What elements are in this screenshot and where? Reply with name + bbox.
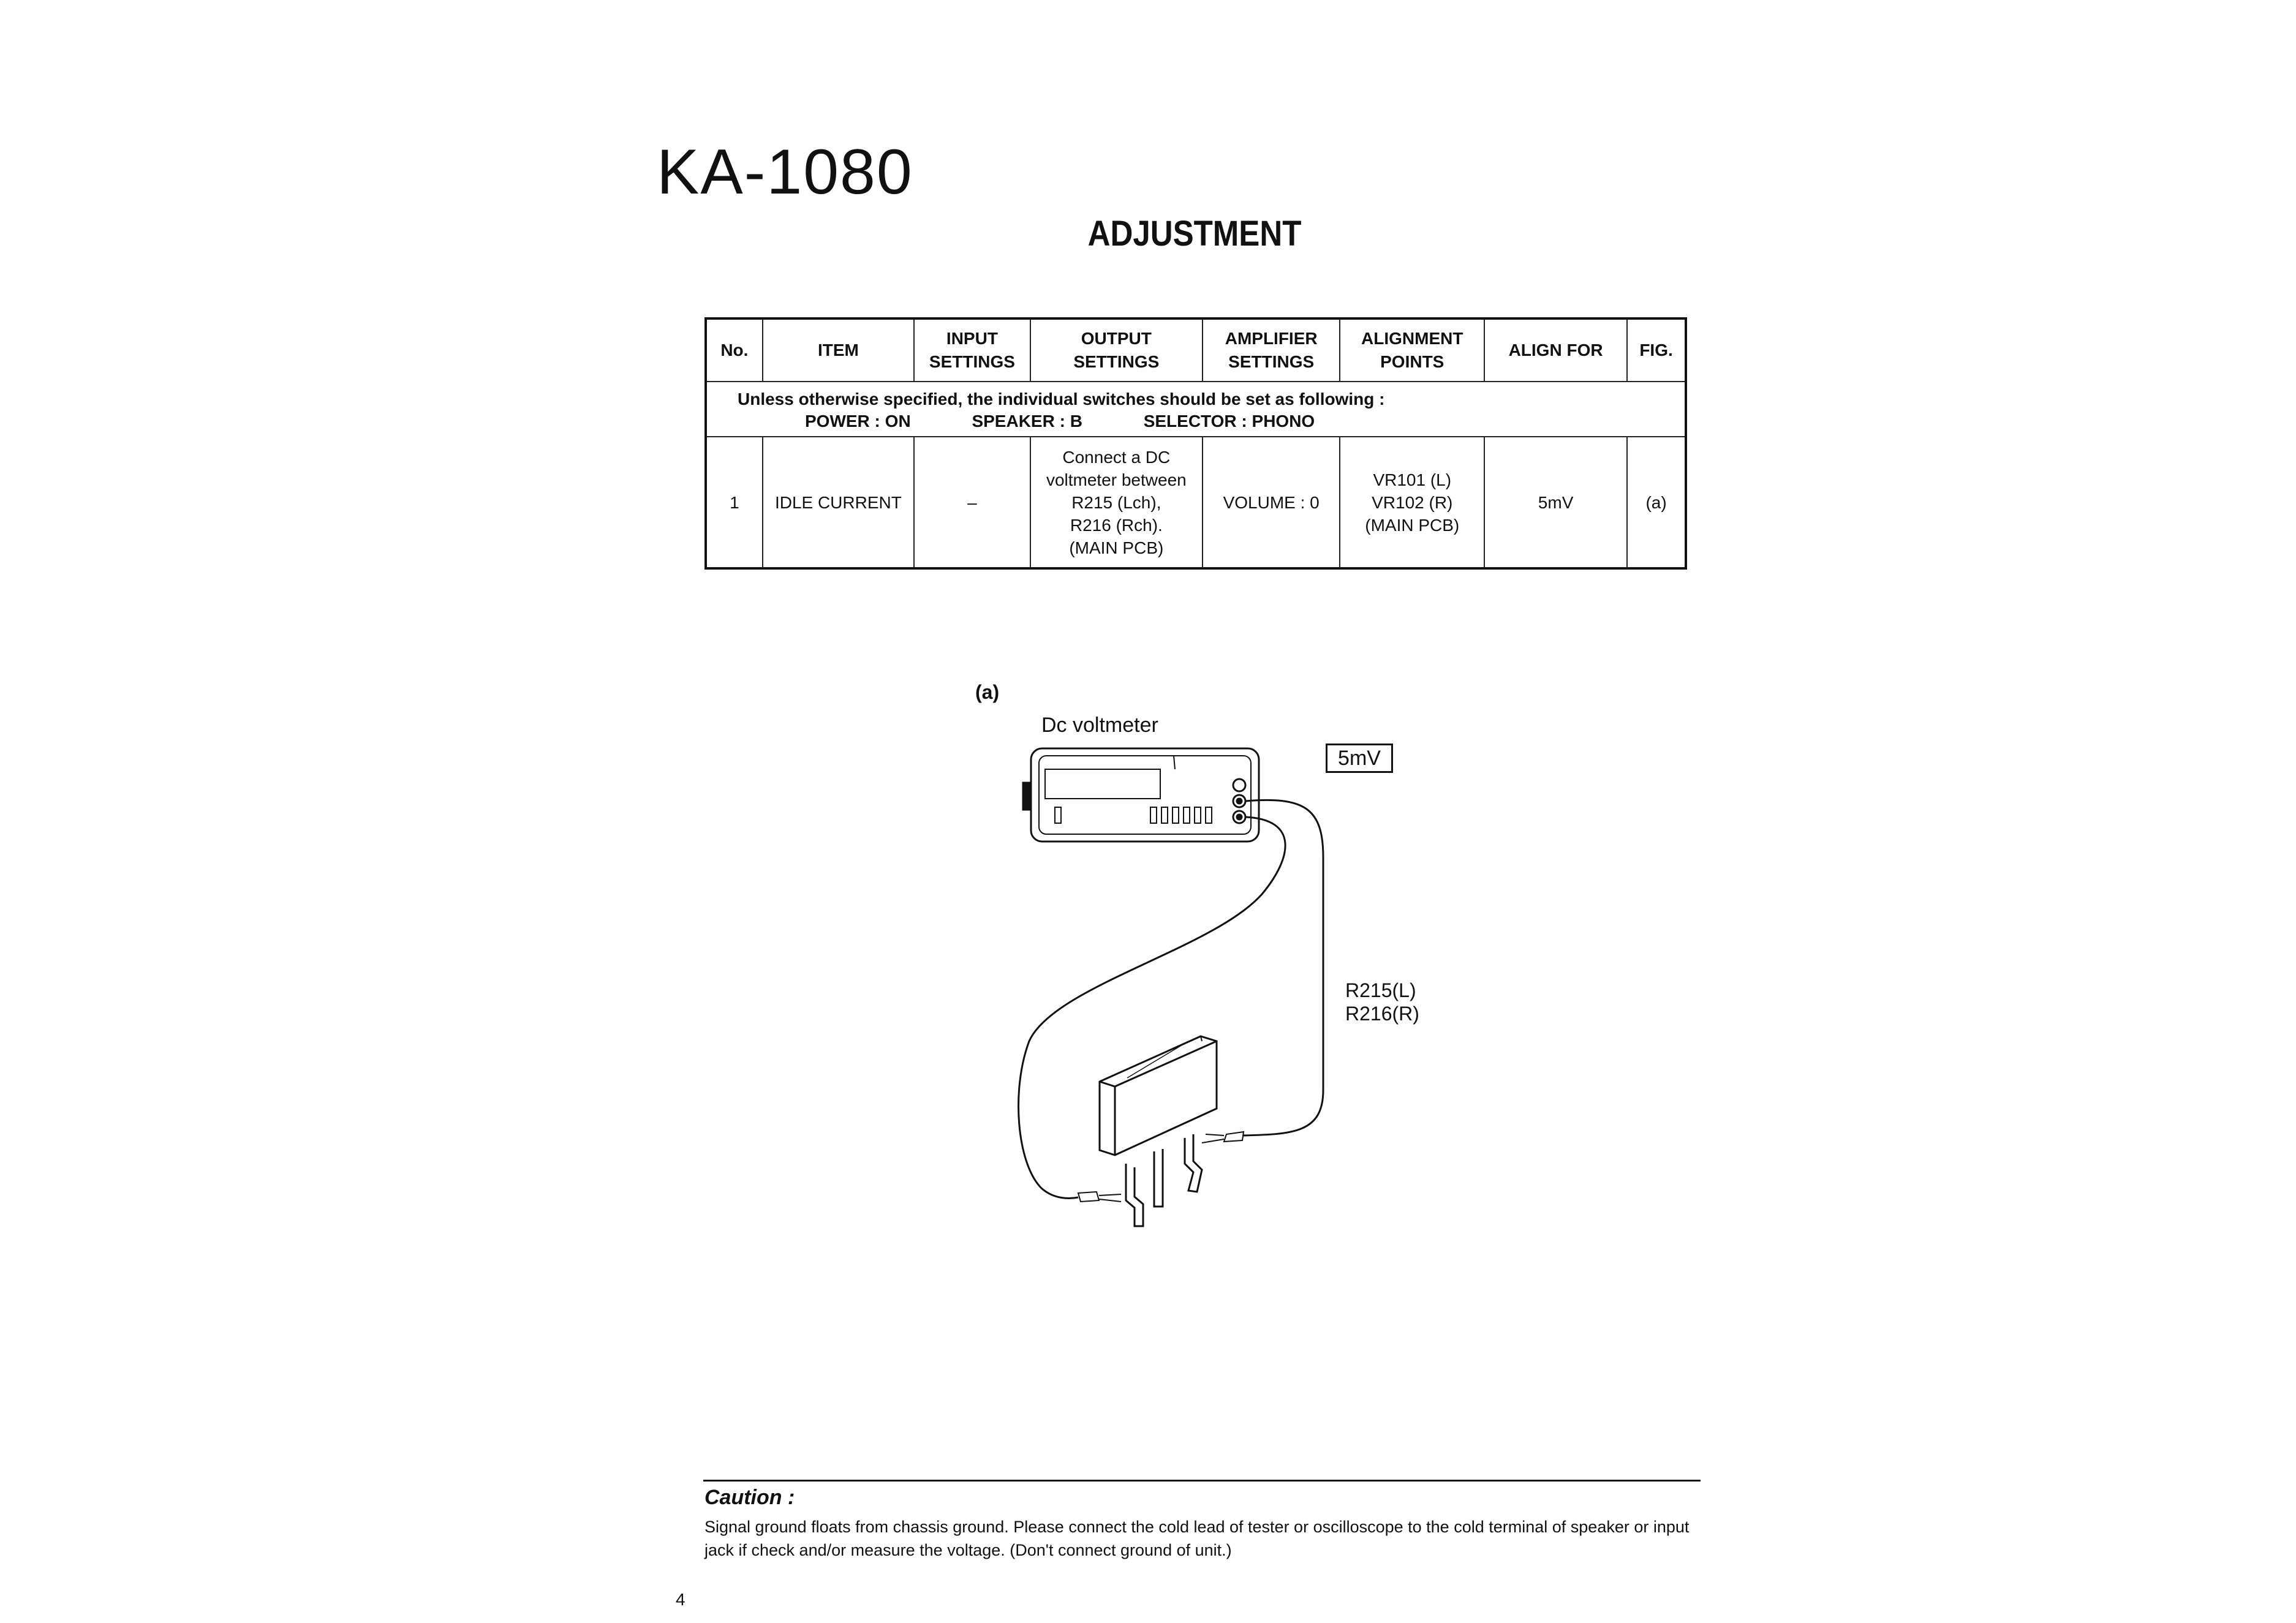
lead-wire-1 <box>1019 817 1286 1198</box>
header-fig: FIG. <box>1627 318 1686 382</box>
divider-line <box>703 1480 1701 1482</box>
terminal-middle <box>1154 1149 1163 1207</box>
note-line: Unless otherwise specified, the individual switches should be set as following : <box>738 390 1385 409</box>
terminal-left <box>1126 1164 1143 1226</box>
header-alignment-points: ALIGNMENT POINTS <box>1340 318 1484 382</box>
page-number: 4 <box>676 1590 685 1609</box>
cell-align-for: 5mV <box>1484 437 1627 568</box>
note-selector: SELECTOR : PHONO <box>1143 412 1315 431</box>
resistor-labels: R215(L) R216(R) <box>1345 979 1419 1025</box>
header-input-settings: INPUT SETTINGS <box>914 318 1030 382</box>
caution-title: Caution : <box>704 1486 795 1509</box>
cell-input: – <box>914 437 1030 568</box>
model-title: KA-1080 <box>657 137 913 208</box>
voltmeter-icon <box>1023 748 1259 842</box>
section-heading: ADJUSTMENT <box>1087 214 1302 254</box>
caution-text: Signal ground floats from chassis ground. Please connect the cold lead of tester or oscilloscope to the cold terminal of speaker or input jack if check and/or measure the voltage. (Don't connect ground of unit.) <box>704 1518 1690 1559</box>
cell-amplifier: VOLUME : 0 <box>1203 437 1340 568</box>
resistor-block-icon <box>1100 1036 1217 1155</box>
header-align-for: ALIGN FOR <box>1484 318 1627 382</box>
clip-right <box>1224 1132 1244 1142</box>
lead-wire-2 <box>1244 800 1323 1135</box>
header-output-settings: OUTPUT SETTINGS <box>1030 318 1203 382</box>
cell-item: IDLE CURRENT <box>763 437 914 568</box>
figure-label: (a) <box>975 681 1000 703</box>
cell-alignment: VR101 (L) VR102 (R) (MAIN PCB) <box>1340 437 1484 568</box>
cell-no: 1 <box>706 437 763 568</box>
header-amplifier-settings: AMPLIFIER SETTINGS <box>1203 318 1340 382</box>
terminal-right <box>1185 1134 1202 1192</box>
header-no: No. <box>706 318 763 382</box>
cell-output: Connect a DC voltmeter between R215 (Lch), R216 (Rch). (MAIN PCB) <box>1030 437 1203 568</box>
note-power: POWER : ON <box>805 412 911 431</box>
header-item: ITEM <box>763 318 914 382</box>
cell-fig: (a) <box>1627 437 1686 568</box>
reading-box: 5mV <box>1326 744 1393 773</box>
note-speaker: SPEAKER : B <box>972 412 1082 431</box>
voltmeter-label: Dc voltmeter <box>1041 714 1158 737</box>
clip-left <box>1078 1192 1099 1202</box>
